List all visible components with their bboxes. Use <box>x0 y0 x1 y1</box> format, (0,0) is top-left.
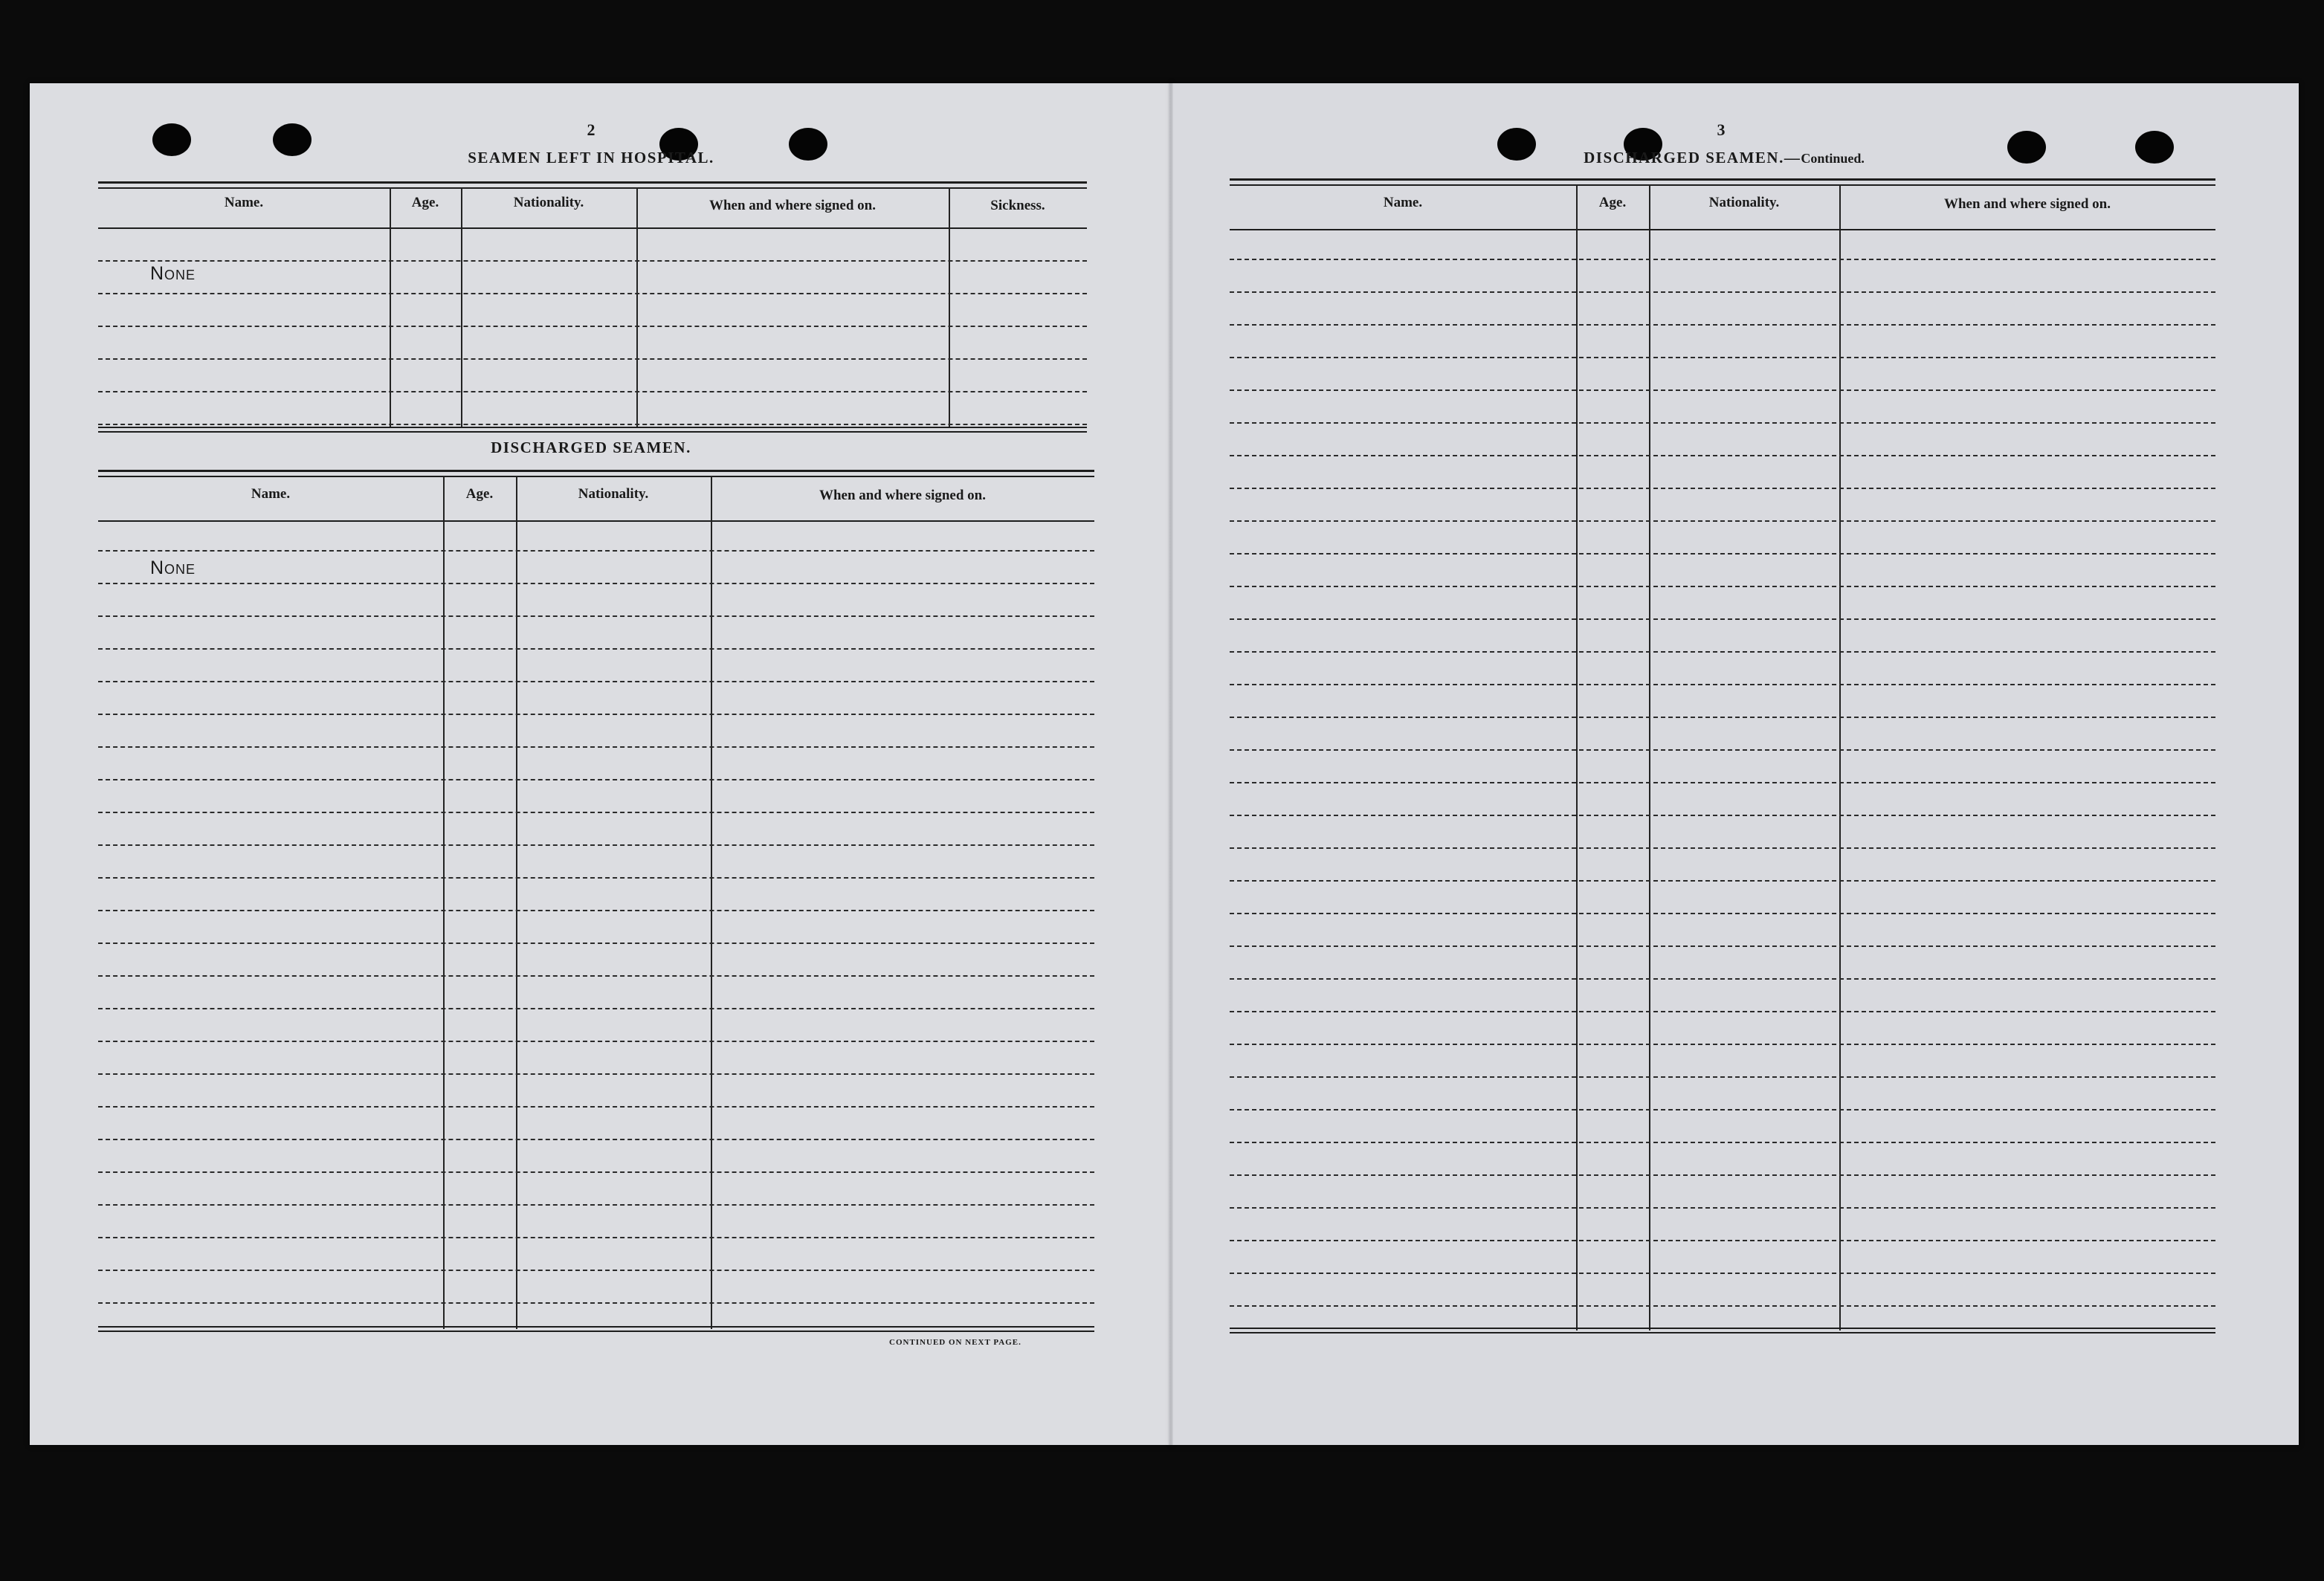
col-nationality: Nationality. <box>1708 195 1780 210</box>
ruled-line <box>1230 847 2215 849</box>
ruled-line <box>1230 422 2215 424</box>
hospital-table <box>98 181 1087 427</box>
ruled-line <box>1230 1273 2215 1274</box>
ruled-line <box>1230 913 2215 914</box>
punch-hole <box>789 128 827 161</box>
discharged-section-title: DISCHARGED SEAMEN. <box>491 439 691 456</box>
col-name: Name. <box>224 195 264 210</box>
col-nationality: Nationality. <box>578 486 649 502</box>
ruled-line <box>98 812 1094 813</box>
col-age: Age. <box>465 486 494 502</box>
section-divider <box>98 431 1087 433</box>
ruled-line <box>1230 553 2215 555</box>
ruled-line <box>1230 259 2215 260</box>
ruled-line <box>98 1106 1094 1108</box>
right-discharged-table <box>1230 178 2215 1333</box>
ruled-line <box>1230 488 2215 489</box>
ruled-line <box>1230 651 2215 653</box>
ruled-line <box>98 1171 1094 1173</box>
ruled-line <box>98 681 1094 682</box>
ruled-line <box>98 844 1094 846</box>
col-sickness: Sickness. <box>990 198 1045 213</box>
ruled-line <box>98 583 1094 584</box>
ruled-line <box>1230 586 2215 587</box>
ruled-line <box>1230 520 2215 522</box>
col-signed-on: When and where signed on. <box>1943 196 2111 212</box>
ruled-line <box>98 550 1094 552</box>
right-section-title <box>1564 149 1884 167</box>
ruled-line <box>1230 357 2215 358</box>
ruled-line <box>98 975 1094 977</box>
ruled-line <box>1230 1044 2215 1045</box>
page-fold <box>1169 83 1173 1445</box>
ruled-line <box>1230 945 2215 947</box>
ruled-line <box>98 1270 1094 1271</box>
ruled-line <box>98 746 1094 748</box>
col-age: Age. <box>1598 195 1627 210</box>
ruled-line <box>1230 1142 2215 1143</box>
ruled-line <box>98 1008 1094 1009</box>
ruled-line <box>98 1237 1094 1238</box>
ruled-line <box>1230 815 2215 816</box>
ruled-line <box>1230 1305 2215 1307</box>
ruled-line <box>98 877 1094 879</box>
ruled-line <box>98 779 1094 780</box>
ruled-line <box>98 943 1094 944</box>
col-name: Name. <box>251 486 291 502</box>
ruled-line <box>1230 324 2215 326</box>
ruled-line <box>1230 1174 2215 1176</box>
ruled-line <box>98 1302 1094 1304</box>
punch-hole <box>152 123 191 156</box>
punch-hole <box>273 123 312 156</box>
ruled-line <box>98 1204 1094 1206</box>
col-nationality: Nationality. <box>513 195 584 210</box>
page-number: 3 <box>1717 120 1726 139</box>
discharged-entry-none: None <box>150 557 196 578</box>
ruled-line <box>1230 749 2215 751</box>
right-title-main: DISCHARGED SEAMEN.— <box>1584 149 1801 166</box>
ruled-line <box>1230 880 2215 882</box>
ruled-line <box>98 714 1094 715</box>
ruled-line <box>1230 1207 2215 1209</box>
ruled-line <box>1230 291 2215 293</box>
ruled-line <box>1230 1011 2215 1012</box>
ruled-line <box>98 648 1094 650</box>
col-signed-on: When and where signed on. <box>819 488 986 503</box>
ruled-line <box>98 1139 1094 1140</box>
ruled-line <box>1230 782 2215 783</box>
ruled-line <box>98 615 1094 617</box>
col-age: Age. <box>411 195 439 210</box>
hospital-entry-none: None <box>150 263 196 284</box>
ruled-line <box>1230 978 2215 980</box>
ruled-line <box>1230 1109 2215 1110</box>
ruled-line <box>1230 1240 2215 1241</box>
ruled-line <box>98 1073 1094 1075</box>
ruled-line <box>98 910 1094 911</box>
hospital-section-title: SEAMEN LEFT IN HOSPITAL. <box>468 149 714 166</box>
punch-hole <box>1497 128 1536 161</box>
col-name: Name. <box>1383 195 1423 210</box>
continued-note: CONTINUED ON NEXT PAGE. <box>889 1338 1021 1347</box>
punch-hole <box>2007 131 2046 164</box>
ruled-line <box>98 1041 1094 1042</box>
section-divider <box>98 427 1087 428</box>
ruled-line <box>1230 1076 2215 1078</box>
ruled-line <box>1230 717 2215 718</box>
ruled-line <box>1230 618 2215 620</box>
ruled-line <box>1230 389 2215 391</box>
col-signed-on: When and where signed on. <box>709 198 876 213</box>
right-title-continued: Continued. <box>1801 151 1865 166</box>
discharged-table <box>98 470 1094 1332</box>
page-number: 2 <box>587 120 595 139</box>
punch-hole <box>2135 131 2174 164</box>
ruled-line <box>1230 455 2215 456</box>
ruled-line <box>1230 684 2215 685</box>
